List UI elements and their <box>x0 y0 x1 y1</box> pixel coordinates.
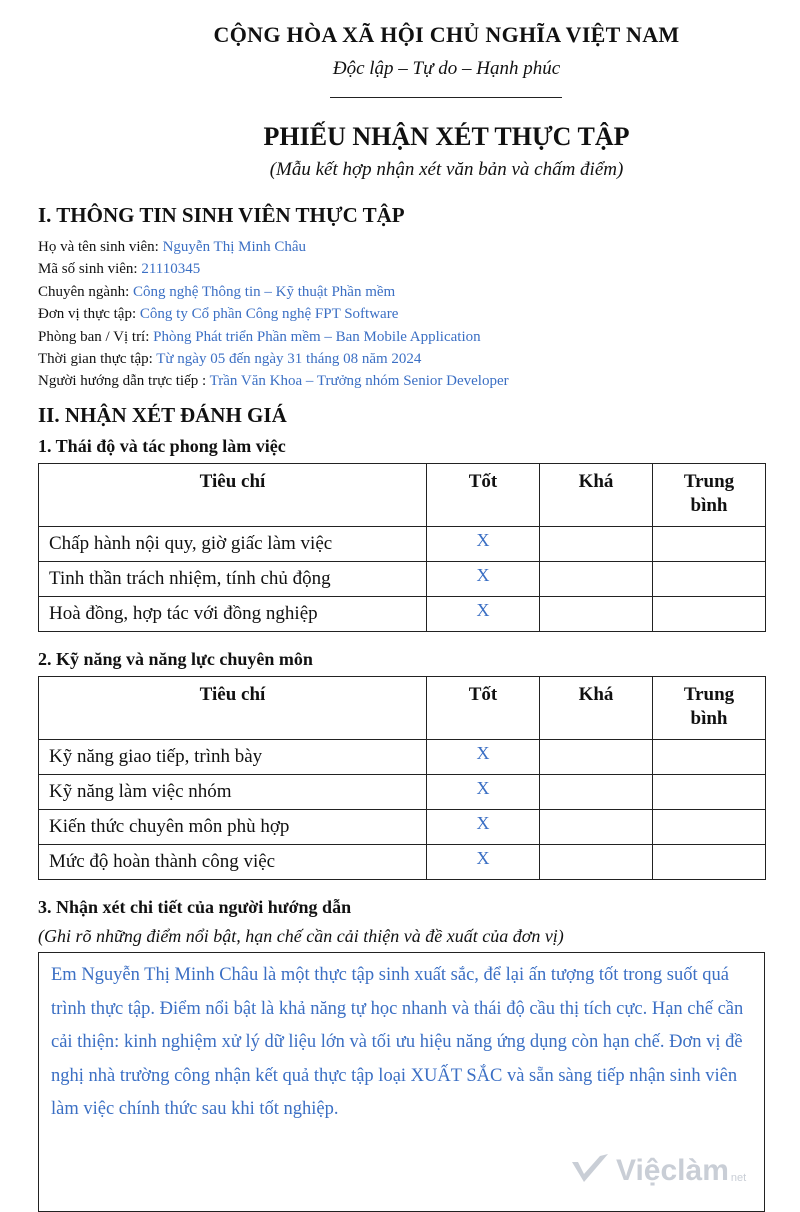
table-row <box>39 562 766 597</box>
table-header-row <box>39 464 766 527</box>
criterion-cell: Mức độ hoàn thành công việc <box>39 845 427 880</box>
watermark-suffix: net <box>730 1172 747 1184</box>
column-average: Trung bình <box>653 677 766 740</box>
average-mark-cell[interactable] <box>653 740 766 775</box>
fair-mark-cell[interactable] <box>540 845 653 880</box>
info-value: Từ ngày 05 đến ngày 31 tháng 08 năm 2024 <box>156 351 422 368</box>
table-row <box>39 810 766 845</box>
table-row <box>39 845 766 880</box>
good-mark-cell[interactable]: X <box>427 810 540 845</box>
info-label: Đơn vị thực tập: <box>38 306 140 323</box>
info-label: Thời gian thực tập: <box>38 351 157 368</box>
criterion-cell: Kiến thức chuyên môn phù hợp <box>39 810 427 845</box>
good-mark-cell[interactable]: X <box>427 562 540 597</box>
info-row-major <box>38 281 509 303</box>
average-mark-cell[interactable] <box>653 597 766 632</box>
attitude-table <box>38 463 766 632</box>
column-good: Tốt <box>427 677 540 740</box>
column-criteria: Tiêu chí <box>39 677 427 740</box>
criterion-cell: Chấp hành nội quy, giờ giấc làm việc <box>39 527 427 562</box>
info-row-student-name <box>38 236 509 258</box>
criterion-cell: Tinh thần trách nhiệm, tính chủ động <box>39 562 427 597</box>
column-criteria: Tiêu chí <box>39 464 427 527</box>
fair-mark-cell[interactable] <box>540 775 653 810</box>
supervisor-comment-field[interactable]: Em Nguyễn Thị Minh Châu là một thực tập sinh xuất sắc, để lại ấn tượng tốt trong suốt quá trình thực tập. Điểm nổi bật là khả năng tự học nhanh và thái độ cầu thị tích cực. Hạn chế cần cải thiện: kinh nghiệm xử lý dữ liệu lớn và tối ưu hiệu năng ứng dụng còn hạn chế. Đơn vị đề nghị nhà trường công nhận kết quả thực tập loại XUẤT SẮC và sẵn sàng tiếp nhận sinh viên làm việc chính thức sau khi tốt nghiệp. <box>38 952 765 1212</box>
average-mark-cell[interactable] <box>653 527 766 562</box>
info-value: Trần Văn Khoa – Trưởng nhóm Senior Developer <box>209 373 509 390</box>
info-value: Phòng Phát triển Phần mềm – Ban Mobile Application <box>153 328 481 345</box>
info-row-company <box>38 303 509 325</box>
criterion-cell: Kỹ năng giao tiếp, trình bày <box>39 740 427 775</box>
fair-mark-cell[interactable] <box>540 810 653 845</box>
column-good: Tốt <box>427 464 540 527</box>
student-info-list <box>38 236 509 393</box>
fair-mark-cell[interactable] <box>540 597 653 632</box>
info-row-student-id <box>38 258 509 280</box>
part-3-heading: 3. Nhận xét chi tiết của người hướng dẫn <box>38 897 352 917</box>
nation-title: CỘNG HÒA XÃ HỘI CHỦ NGHĨA VIỆT NAM <box>213 22 680 47</box>
info-value: 21110345 <box>141 261 201 278</box>
info-row-supervisor <box>38 370 509 392</box>
info-label: Mã số sinh viên: <box>38 261 142 278</box>
good-mark-cell[interactable]: X <box>427 775 540 810</box>
table-row <box>39 775 766 810</box>
watermark <box>570 1150 765 1192</box>
average-mark-cell[interactable] <box>653 845 766 880</box>
average-mark-cell[interactable] <box>653 562 766 597</box>
info-row-department <box>38 326 509 348</box>
average-mark-cell[interactable] <box>653 810 766 845</box>
info-value: Công nghệ Thông tin – Kỹ thuật Phần mềm <box>133 283 396 300</box>
skills-table <box>38 676 766 880</box>
good-mark-cell[interactable]: X <box>427 845 540 880</box>
criterion-cell: Kỹ năng làm việc nhóm <box>39 775 427 810</box>
info-label: Phòng ban / Vị trí: <box>38 328 154 345</box>
column-average: Trung bình <box>653 464 766 527</box>
info-row-period <box>38 348 509 370</box>
table-row <box>39 740 766 775</box>
good-mark-cell[interactable]: X <box>427 740 540 775</box>
info-value: Công ty Cổ phần Công nghệ FPT Software <box>139 306 399 323</box>
checkmark-logo-icon <box>570 1152 610 1191</box>
fair-mark-cell[interactable] <box>540 740 653 775</box>
good-mark-cell[interactable]: X <box>427 597 540 632</box>
part-1-heading: 1. Thái độ và tác phong làm việc <box>38 436 286 456</box>
column-fair: Khá <box>540 677 653 740</box>
document-title: PHIẾU NHẬN XÉT THỰC TẬP <box>263 122 630 151</box>
section-1-heading: I. THÔNG TIN SINH VIÊN THỰC TẬP <box>38 203 405 227</box>
national-motto: Độc lập – Tự do – Hạnh phúc <box>332 58 561 79</box>
fair-mark-cell[interactable] <box>540 562 653 597</box>
fair-mark-cell[interactable] <box>540 527 653 562</box>
table-row <box>39 597 766 632</box>
watermark-text: Việclàm <box>616 1154 729 1187</box>
table-row <box>39 527 766 562</box>
average-mark-cell[interactable] <box>653 775 766 810</box>
part-2-heading: 2. Kỹ năng và năng lực chuyên môn <box>38 649 313 669</box>
info-label: Họ và tên sinh viên: <box>38 239 163 255</box>
table-header-row <box>39 677 766 740</box>
info-label: Chuyên ngành: <box>38 283 133 300</box>
part-3-instruction: (Ghi rõ những điểm nổi bật, hạn chế cần cải thiện và đề xuất của đơn vị) <box>38 926 564 946</box>
info-label: Người hướng dẫn trực tiếp : <box>38 373 210 390</box>
criterion-cell: Hoà đồng, hợp tác với đồng nghiệp <box>39 597 427 632</box>
info-value: Nguyễn Thị Minh Châu <box>162 239 307 255</box>
document-subtitle: (Mẫu kết hợp nhận xét văn bản và chấm điểm) <box>269 159 624 180</box>
header-divider <box>330 97 562 98</box>
section-2-heading: II. NHẬN XÉT ĐÁNH GIÁ <box>38 403 287 427</box>
good-mark-cell[interactable]: X <box>427 527 540 562</box>
column-fair: Khá <box>540 464 653 527</box>
